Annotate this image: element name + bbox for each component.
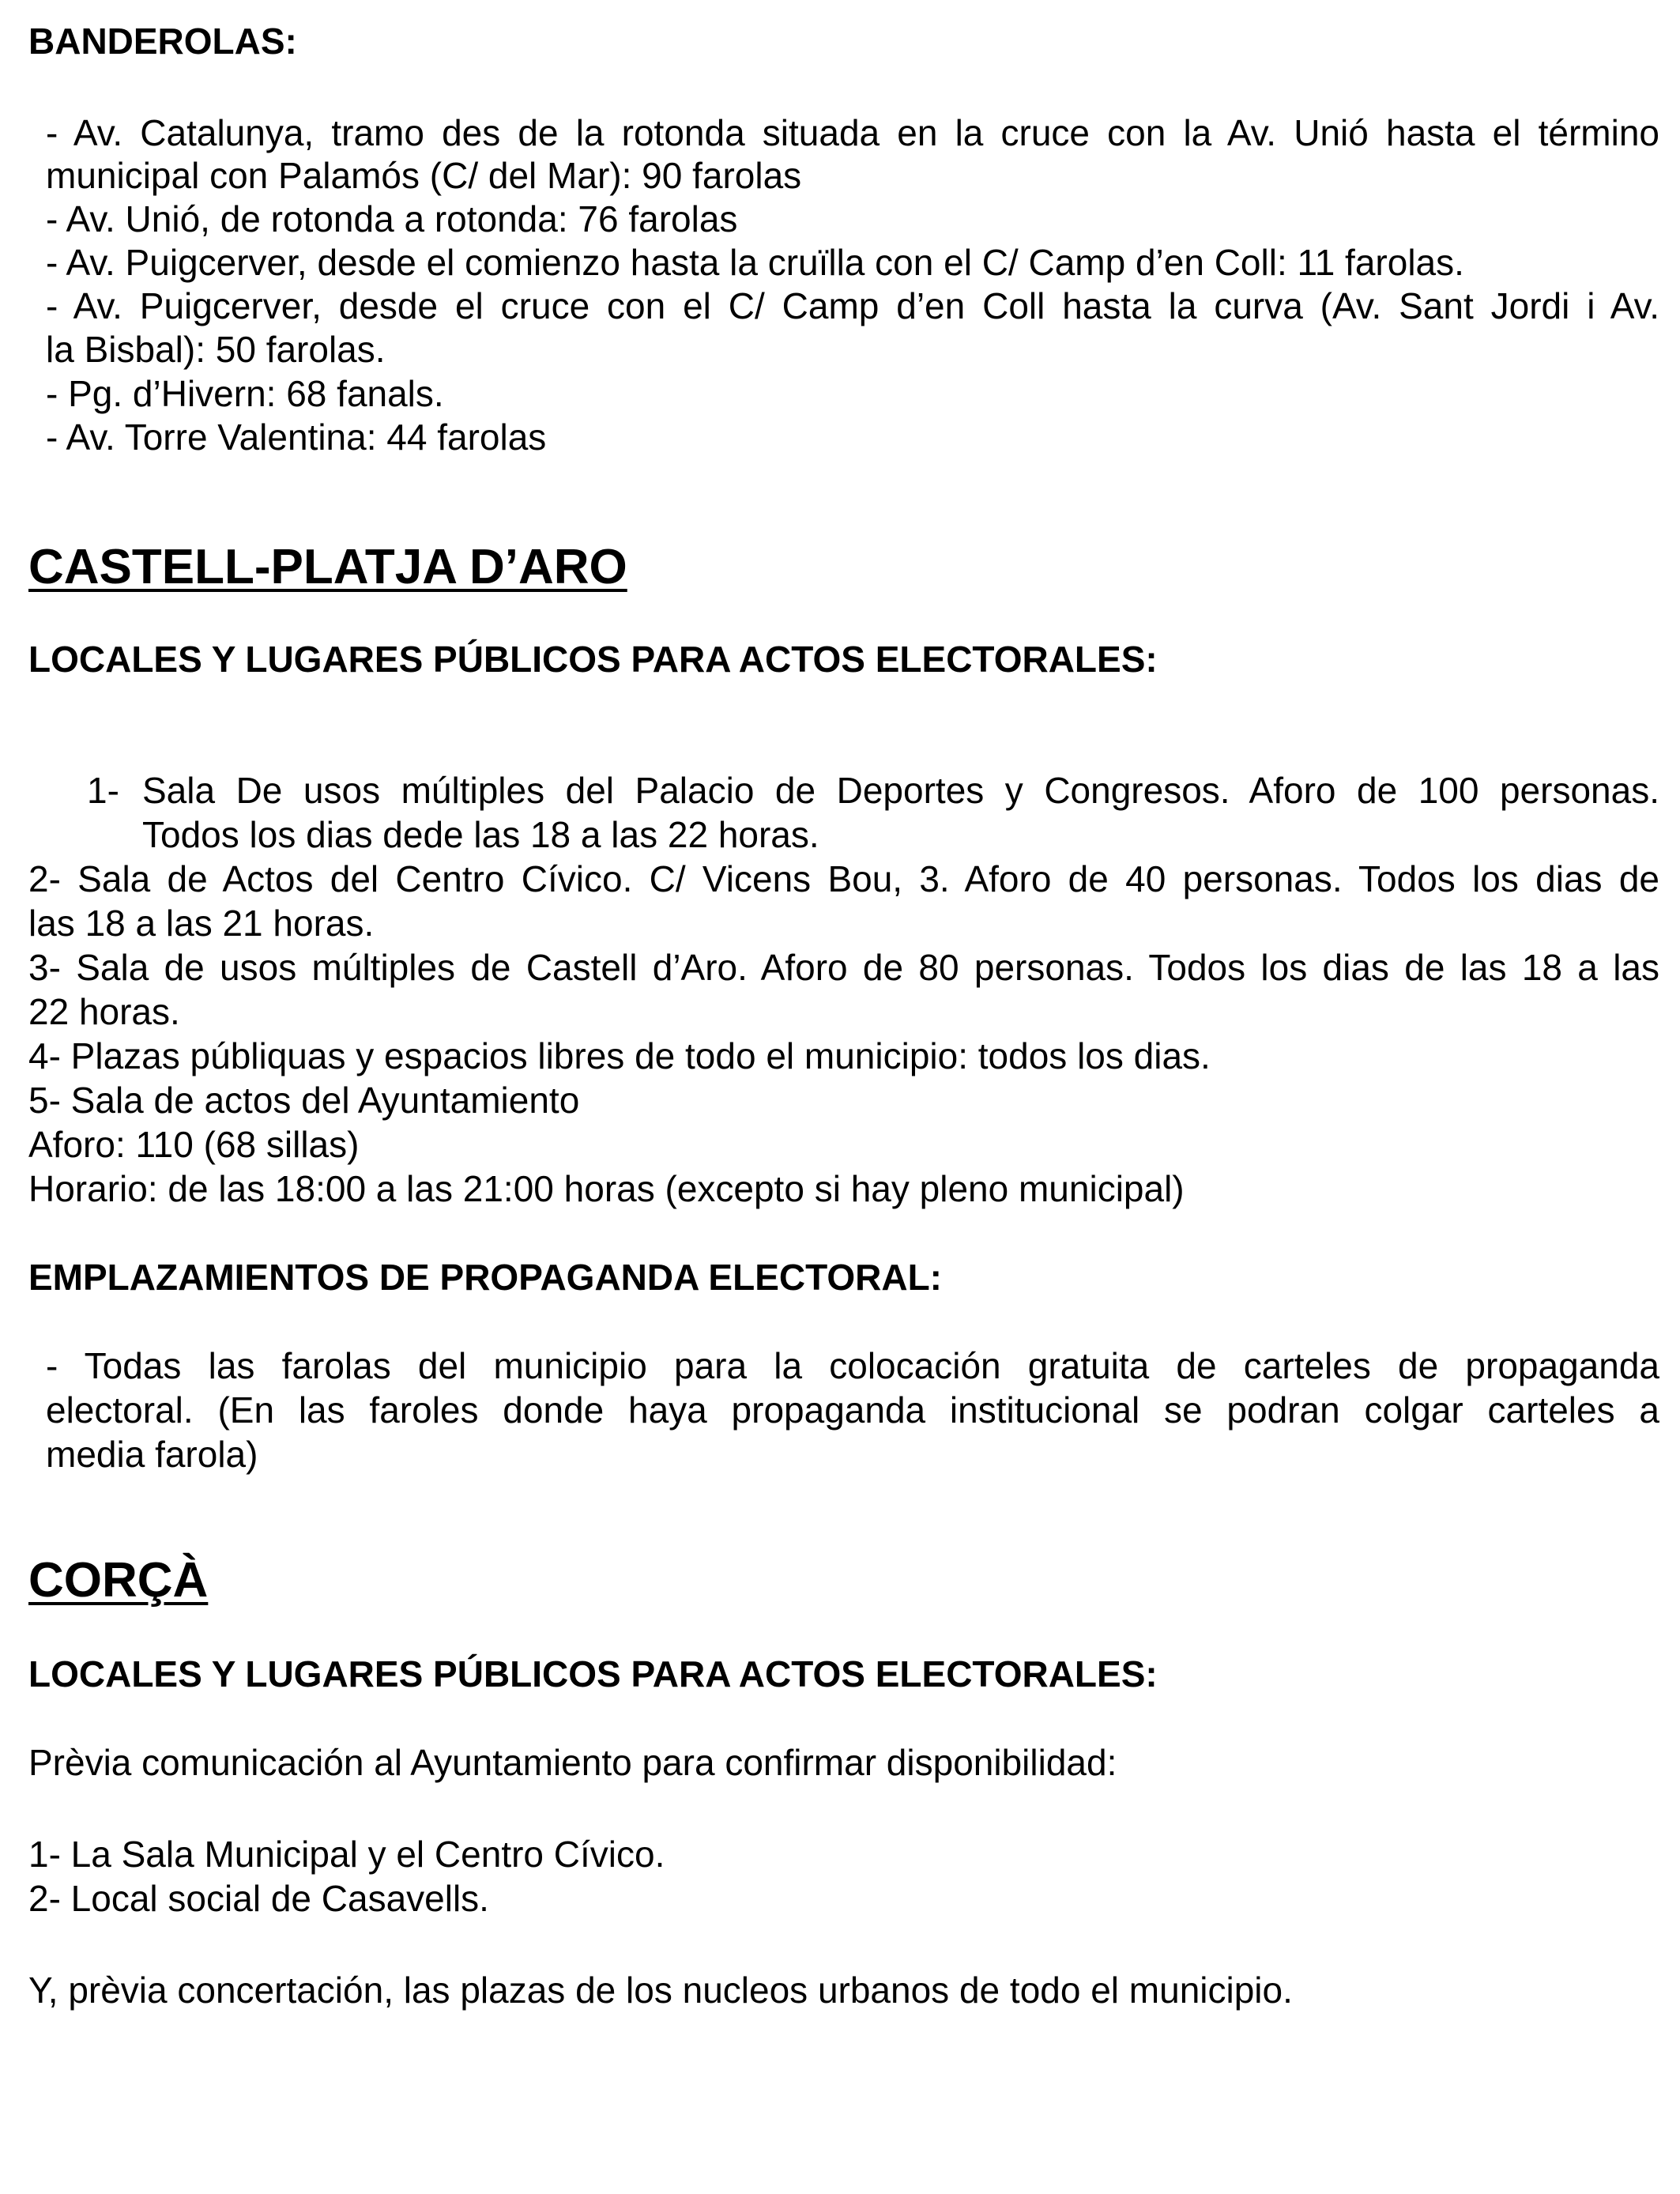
castell-line: 2- Sala de Actos del Centro Cívico. C/ Vicens Bou, 3. Aforo de 40 personas. Todos los dias de: [28, 858, 1659, 899]
corca-outro: Y, prèvia concertación, las plazas de los nucleos urbanos de todo el municipio.: [28, 1970, 1293, 2011]
section-title-castell: CASTELL-PLATJA D’ARO: [28, 540, 627, 594]
banderolas-line: - Av. Unió, de rotonda a rotonda: 76 farolas: [46, 198, 738, 239]
castell-line: 4- Plazas públiquas y espacios libres de todo el municipio: todos los dias.: [28, 1035, 1211, 1076]
banderolas-line: municipal con Palamós (C/ del Mar): 90 farolas: [46, 155, 802, 196]
castell-line: 5- Sala de actos del Ayuntamiento: [28, 1080, 580, 1121]
castell-line: 22 horas.: [28, 991, 180, 1032]
castell-line: Horario: de las 18:00 a las 21:00 horas (excepto si hay pleno municipal): [28, 1168, 1185, 1209]
banderolas-line: - Av. Puigcerver, desde el cruce con el C/ Camp d’en Coll hasta la curva (Av. Sant Jordi i Av.: [46, 285, 1659, 326]
section-title-corca: CORÇÀ: [28, 1553, 209, 1608]
castell-item-line: Sala De usos múltiples del Palacio de Deportes y Congresos. Aforo de 100 personas.: [142, 770, 1659, 811]
corca-intro: Prèvia comunicación al Ayuntamiento para confirmar disponibilidad:: [28, 1742, 1117, 1783]
castell-propaganda-line: electoral. (En las faroles donde haya propaganda institucional se podran colgar carteles a: [46, 1389, 1659, 1431]
castell-propaganda-line: media farola): [46, 1434, 258, 1475]
castell-locales-heading: LOCALES Y LUGARES PÚBLICOS PARA ACTOS ELECTORALES:: [28, 639, 1158, 680]
castell-propaganda-line: - Todas las farolas del municipio para la colocación gratuita de carteles de propaganda: [46, 1345, 1659, 1386]
castell-line: las 18 a las 21 horas.: [28, 903, 375, 944]
banderolas-line: - Av. Catalunya, tramo des de la rotonda situada en la cruce con la Av. Unió hasta el término: [46, 112, 1659, 153]
castell-propaganda-heading: EMPLAZAMIENTOS DE PROPAGANDA ELECTORAL:: [28, 1257, 942, 1298]
banderolas-line: - Av. Puigcerver, desde el comienzo hasta la cruïlla con el C/ Camp d’en Coll: 11 farolas.: [46, 242, 1464, 283]
castell-line: 3- Sala de usos múltiples de Castell d’Aro. Aforo de 80 personas. Todos los dias de las 18 a las: [28, 947, 1659, 988]
castell-line: Aforo: 110 (68 sillas): [28, 1124, 360, 1165]
castell-item-number: 1-: [87, 770, 119, 811]
corca-item: 1- La Sala Municipal y el Centro Cívico.: [28, 1834, 665, 1875]
banderolas-heading: BANDEROLAS:: [28, 21, 297, 62]
castell-item-line: Todos los dias dede las 18 a las 22 horas.: [142, 814, 819, 855]
corca-item: 2- Local social de Casavells.: [28, 1878, 489, 1919]
banderolas-line: - Pg. d’Hivern: 68 fanals.: [46, 373, 444, 414]
banderolas-line: la Bisbal): 50 farolas.: [46, 329, 386, 370]
banderolas-line: - Av. Torre Valentina: 44 farolas: [46, 417, 547, 458]
corca-locales-heading: LOCALES Y LUGARES PÚBLICOS PARA ACTOS ELECTORALES:: [28, 1653, 1158, 1695]
